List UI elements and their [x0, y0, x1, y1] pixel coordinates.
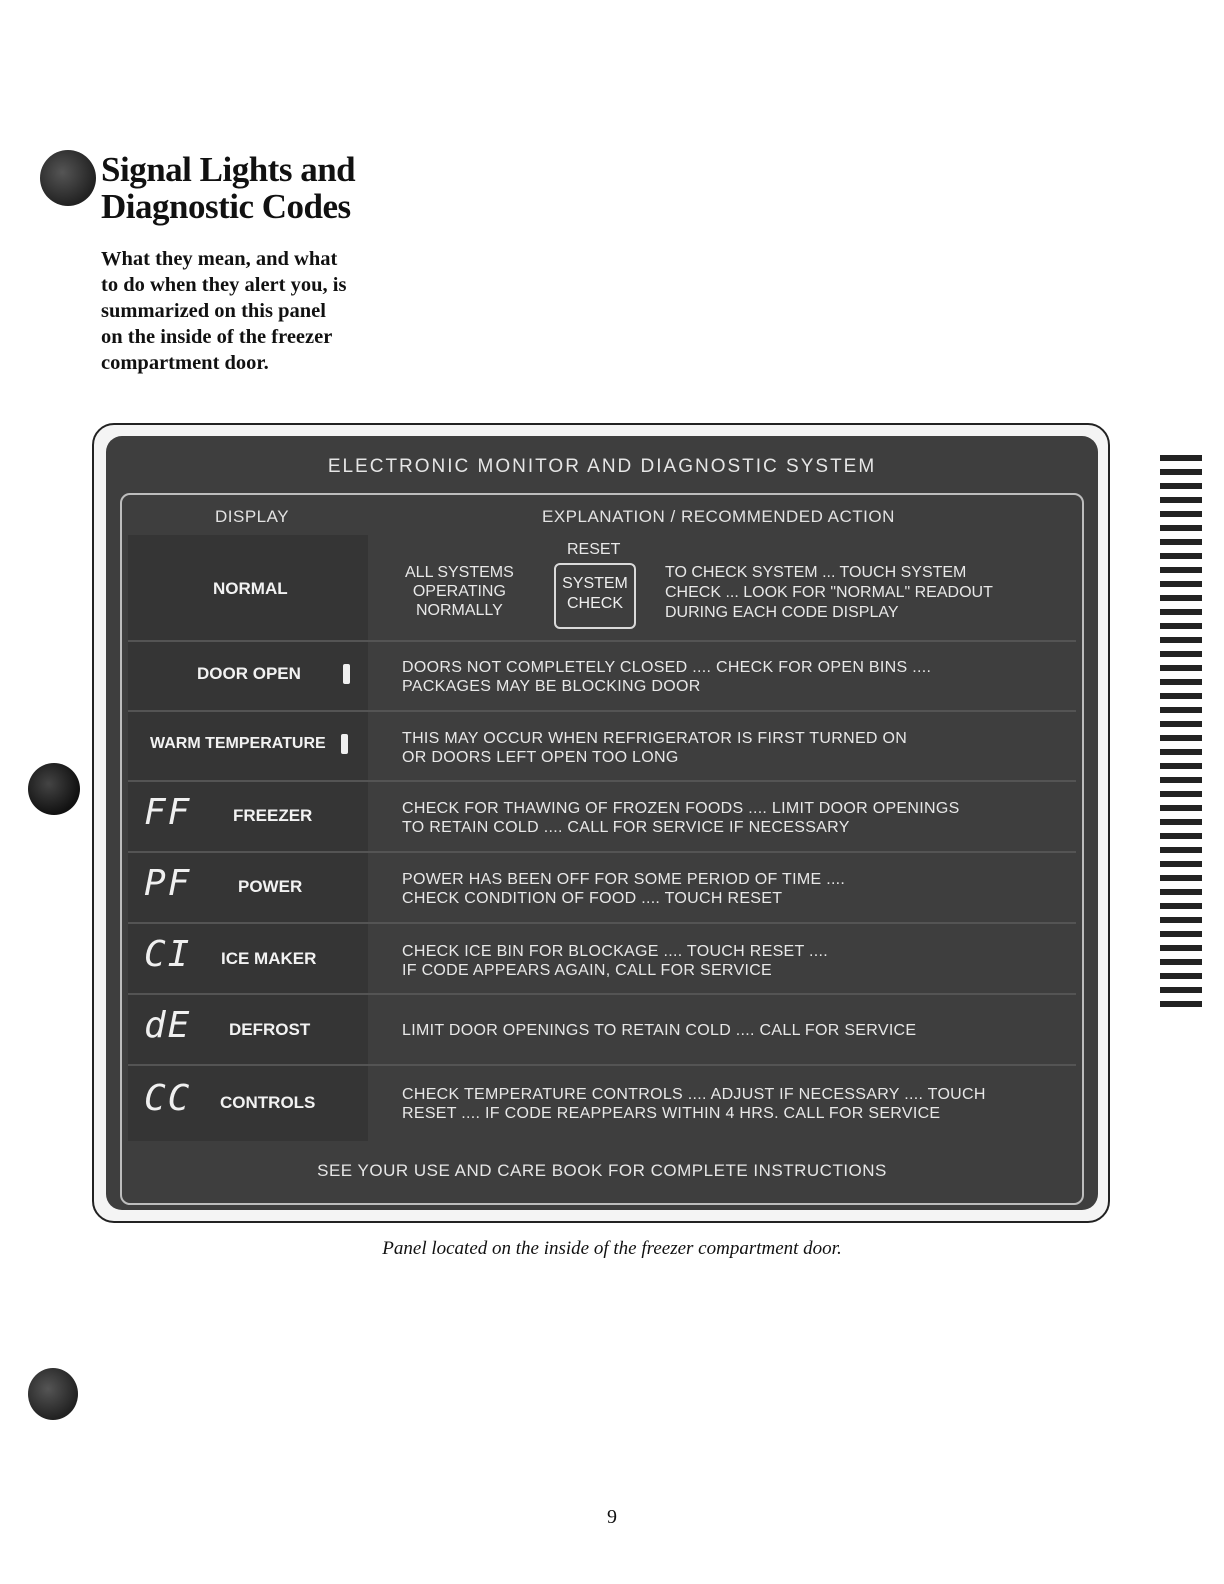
reset-label: RESET — [567, 541, 621, 558]
page-edge-marks — [1160, 455, 1202, 1105]
row-door-open — [122, 642, 1082, 712]
page-title — [101, 151, 401, 225]
intro-paragraph — [101, 246, 391, 376]
status-line: NORMALLY — [415, 602, 503, 619]
panel-footer: SEE YOUR USE AND CARE BOOK FOR COMPLETE INSTRUCTIONS — [317, 1161, 887, 1180]
explanation-line: OR DOORS LEFT OPEN TOO LONG — [402, 749, 679, 766]
system-check-line: SYSTEM — [562, 575, 628, 592]
figure-caption: Panel located on the inside of the freezer compartment door. — [382, 1238, 842, 1259]
explanation-line: LIMIT DOOR OPENINGS TO RETAIN COLD .... CALL FOR SERVICE — [402, 1022, 917, 1039]
explanation-line: IF CODE APPEARS AGAIN, CALL FOR SERVICE — [402, 962, 773, 979]
explanation-line: TO RETAIN COLD .... CALL FOR SERVICE IF NECESSARY — [402, 819, 850, 836]
diagnostic-panel — [106, 436, 1098, 1210]
row-ice-maker — [122, 924, 1082, 995]
header-explanation: EXPLANATION / RECOMMENDED ACTION — [542, 507, 895, 526]
explanation-line: CHECK TEMPERATURE CONTROLS .... ADJUST IF NECESSARY .... TOUCH — [402, 1086, 986, 1103]
row-freezer — [122, 782, 1082, 853]
controls-code: CC — [144, 1078, 192, 1119]
action-line: DURING EACH CODE DISPLAY — [665, 604, 899, 621]
row-controls — [122, 1066, 1082, 1141]
binder-hole-middle — [28, 763, 80, 815]
intro-line: summarized on this panel — [101, 300, 326, 322]
defrost-explanation — [402, 1021, 916, 1040]
freezer-label: FREEZER — [233, 806, 313, 825]
freezer-code: FF — [144, 792, 192, 833]
row-power — [122, 853, 1082, 924]
binder-hole-bottom — [28, 1368, 78, 1420]
power-label: POWER — [238, 877, 303, 896]
warm-temperature-indicator-light — [341, 734, 348, 754]
row-normal — [122, 535, 1082, 642]
intro-line: compartment door. — [101, 352, 269, 374]
action-line: TO CHECK SYSTEM ... TOUCH SYSTEM — [665, 564, 967, 581]
panel-inner — [120, 493, 1084, 1205]
ice-maker-label: ICE MAKER — [221, 949, 317, 968]
freezer-explanation — [402, 799, 960, 837]
power-explanation — [402, 870, 845, 908]
row-warm-temperature — [122, 712, 1082, 782]
door-open-indicator-light — [343, 664, 350, 684]
explanation-line: PACKAGES MAY BE BLOCKING DOOR — [402, 678, 701, 695]
ice-maker-code: CI — [144, 934, 192, 975]
explanation-line: CHECK ICE BIN FOR BLOCKAGE .... TOUCH RESET .... — [402, 943, 829, 960]
system-check-line: CHECK — [566, 595, 623, 612]
normal-action — [665, 563, 993, 623]
power-code: PF — [144, 863, 192, 904]
title-line-1: Signal Lights and — [101, 150, 356, 189]
normal-label: NORMAL — [213, 579, 288, 598]
binder-hole-top — [40, 150, 96, 206]
explanation-line: CHECK FOR THAWING OF FROZEN FOODS .... LIMIT DOOR OPENINGS — [402, 800, 960, 817]
page-number: 9 — [607, 1506, 617, 1528]
warm-temperature-explanation — [402, 729, 907, 767]
door-open-explanation — [402, 658, 931, 696]
action-line: CHECK ... LOOK FOR "NORMAL" READOUT — [665, 584, 993, 601]
status-line: OPERATING — [412, 583, 506, 600]
row-defrost — [122, 995, 1082, 1066]
controls-explanation — [402, 1085, 986, 1123]
title-line-2: Diagnostic Codes — [101, 187, 351, 226]
explanation-line: RESET .... IF CODE REAPPEARS WITHIN 4 HRS. CALL FOR SERVICE — [402, 1105, 941, 1122]
defrost-code: dE — [144, 1005, 192, 1046]
panel-title: ELECTRONIC MONITOR AND DIAGNOSTIC SYSTEM — [327, 456, 877, 477]
normal-status — [405, 563, 514, 620]
warm-temperature-label: WARM TEMPERATURE — [150, 735, 326, 752]
explanation-line: DOORS NOT COMPLETELY CLOSED .... CHECK FOR OPEN BINS .... — [402, 659, 932, 676]
explanation-line: THIS MAY OCCUR WHEN REFRIGERATOR IS FIRST TURNED ON — [402, 730, 908, 747]
intro-line: on the inside of the freezer — [101, 326, 333, 348]
ice-maker-explanation — [402, 942, 828, 980]
explanation-line: CHECK CONDITION OF FOOD .... TOUCH RESET — [402, 890, 783, 907]
intro-line: What they mean, and what — [101, 248, 338, 270]
header-display: DISPLAY — [215, 507, 290, 526]
defrost-label: DEFROST — [229, 1020, 311, 1039]
explanation-line: POWER HAS BEEN OFF FOR SOME PERIOD OF TIME .... — [402, 871, 846, 888]
intro-line: to do when they alert you, is — [101, 274, 347, 296]
status-line: ALL SYSTEMS — [405, 564, 514, 581]
controls-label: CONTROLS — [220, 1093, 316, 1112]
system-check-button[interactable] — [554, 563, 636, 629]
door-open-label: DOOR OPEN — [197, 664, 301, 683]
